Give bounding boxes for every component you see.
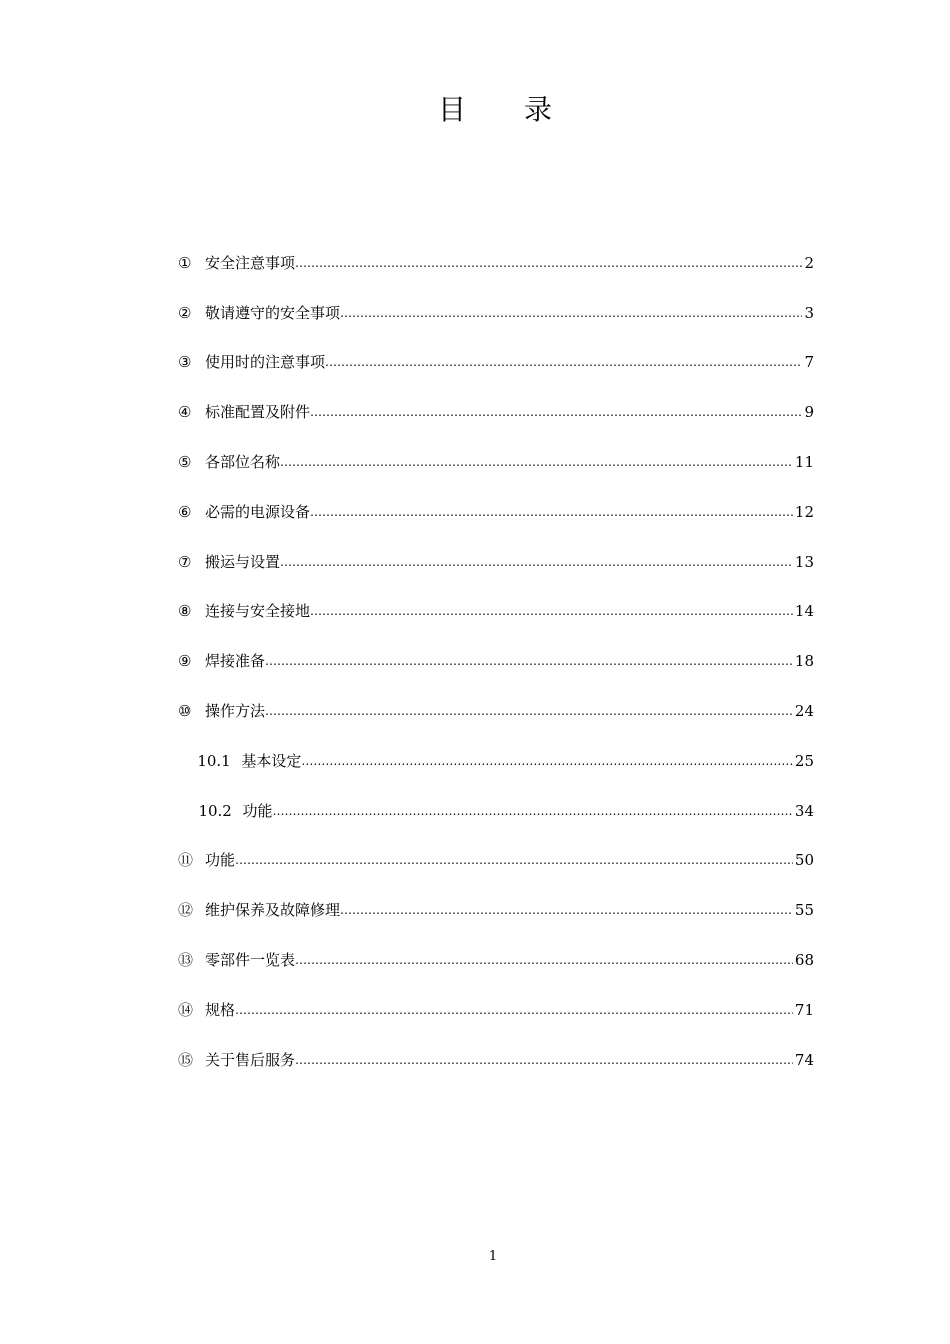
toc-entry-label: 敬请遵守的安全事项 <box>205 303 341 322</box>
toc-entry[interactable] <box>178 636 814 686</box>
toc-entry-label: 搬运与设置 <box>205 552 281 571</box>
toc-entry-page: 2 <box>804 253 814 272</box>
toc-dot-leader <box>301 747 793 775</box>
toc-dot-leader <box>235 846 793 874</box>
toc-entry[interactable] <box>178 736 814 786</box>
toc-dot-leader <box>272 797 792 825</box>
toc-dot-leader <box>235 996 793 1024</box>
toc-entry[interactable] <box>178 786 814 836</box>
toc-entry-number: ⑪ <box>178 851 194 870</box>
toc-entry-label: 焊接准备 <box>205 652 266 671</box>
toc-entry-label: 安全注意事项 <box>205 253 296 272</box>
toc-entry-label: 必需的电源设备 <box>205 502 311 521</box>
toc-dot-leader <box>280 548 793 576</box>
toc-entry-page: 7 <box>804 353 814 372</box>
toc-dot-leader <box>265 697 793 725</box>
toc-entry-label: 功能 <box>242 801 273 820</box>
toc-dot-leader <box>295 1046 793 1074</box>
toc-dot-leader <box>310 398 802 426</box>
toc-entry[interactable] <box>178 387 814 437</box>
toc-entry[interactable] <box>178 836 814 886</box>
toc-entry-number: ② <box>178 303 192 322</box>
toc-entry-number: ⑨ <box>178 652 192 671</box>
toc-entry-label: 关于售后服务 <box>205 1050 296 1069</box>
toc-entry[interactable] <box>178 288 814 338</box>
toc-entry-page: 55 <box>794 901 814 920</box>
toc-entry-number: ⑭ <box>178 1000 194 1019</box>
toc-dot-leader <box>295 946 793 974</box>
toc-entry-label: 基本设定 <box>241 751 302 770</box>
toc-entry-page: 11 <box>794 453 814 472</box>
toc-entry-number: ⑤ <box>178 453 192 472</box>
toc-entry[interactable] <box>178 437 814 487</box>
toc-entry-label: 维护保养及故障修理 <box>205 901 341 920</box>
toc-entry[interactable] <box>178 985 814 1035</box>
toc-entry-number: ⑫ <box>178 901 194 920</box>
toc-entry-number: ⑦ <box>178 552 192 571</box>
toc-entry[interactable] <box>178 238 814 288</box>
toc-entry-page: 50 <box>794 851 814 870</box>
toc-dot-leader <box>280 448 793 476</box>
toc-dot-leader <box>340 299 802 327</box>
toc-dot-leader <box>295 249 802 277</box>
toc-entry-number: ④ <box>178 403 192 422</box>
table-of-contents <box>178 238 814 1085</box>
toc-entry-page: 68 <box>794 951 814 970</box>
toc-dot-leader <box>265 647 793 675</box>
toc-entry-page: 71 <box>794 1000 814 1019</box>
toc-dot-leader <box>310 597 793 625</box>
toc-entry[interactable] <box>178 537 814 587</box>
toc-entry-page: 9 <box>804 403 814 422</box>
toc-entry-page: 3 <box>804 303 814 322</box>
toc-entry-page: 25 <box>794 751 814 770</box>
toc-entry[interactable] <box>178 587 814 637</box>
toc-entry[interactable] <box>178 885 814 935</box>
toc-entry[interactable] <box>178 338 814 388</box>
toc-entry[interactable] <box>178 1035 814 1085</box>
title-char-1: 目 <box>437 93 466 126</box>
toc-entry-label: 使用时的注意事项 <box>205 353 326 372</box>
page-title <box>0 88 950 128</box>
toc-entry-label: 规格 <box>205 1000 236 1019</box>
toc-entry-page: 18 <box>794 652 814 671</box>
toc-entry-label: 操作方法 <box>205 702 266 721</box>
toc-entry-label: 各部位名称 <box>205 453 281 472</box>
toc-entry[interactable] <box>178 935 814 985</box>
toc-dot-leader <box>340 896 793 924</box>
toc-entry-page: 14 <box>794 602 814 621</box>
toc-entry-number: 10.1 <box>197 751 231 770</box>
toc-entry-page: 12 <box>794 502 814 521</box>
toc-entry[interactable] <box>178 487 814 537</box>
toc-entry-label: 连接与安全接地 <box>205 602 311 621</box>
toc-entry-page: 74 <box>794 1050 814 1069</box>
toc-entry-label: 零部件一览表 <box>205 951 296 970</box>
toc-entry-number: ⑥ <box>178 502 192 521</box>
toc-dot-leader <box>325 348 802 376</box>
toc-entry-label: 功能 <box>205 851 236 870</box>
toc-entry-page: 13 <box>794 552 814 571</box>
toc-entry-page: 34 <box>794 801 814 820</box>
toc-entry-number: ⑬ <box>178 951 194 970</box>
page-number: 1 <box>488 1249 498 1264</box>
toc-entry[interactable] <box>178 686 814 736</box>
toc-dot-leader <box>310 498 793 526</box>
toc-entry-number: ③ <box>178 353 192 372</box>
toc-entry-number: 10.2 <box>198 801 232 820</box>
toc-entry-number: ⑩ <box>178 702 192 721</box>
toc-entry-number: ① <box>178 253 192 272</box>
title-char-2: 录 <box>524 93 553 126</box>
toc-entry-number: ⑧ <box>178 602 192 621</box>
toc-entry-label: 标准配置及附件 <box>205 403 311 422</box>
toc-entry-page: 24 <box>794 702 814 721</box>
toc-entry-number: ⑮ <box>178 1050 194 1069</box>
